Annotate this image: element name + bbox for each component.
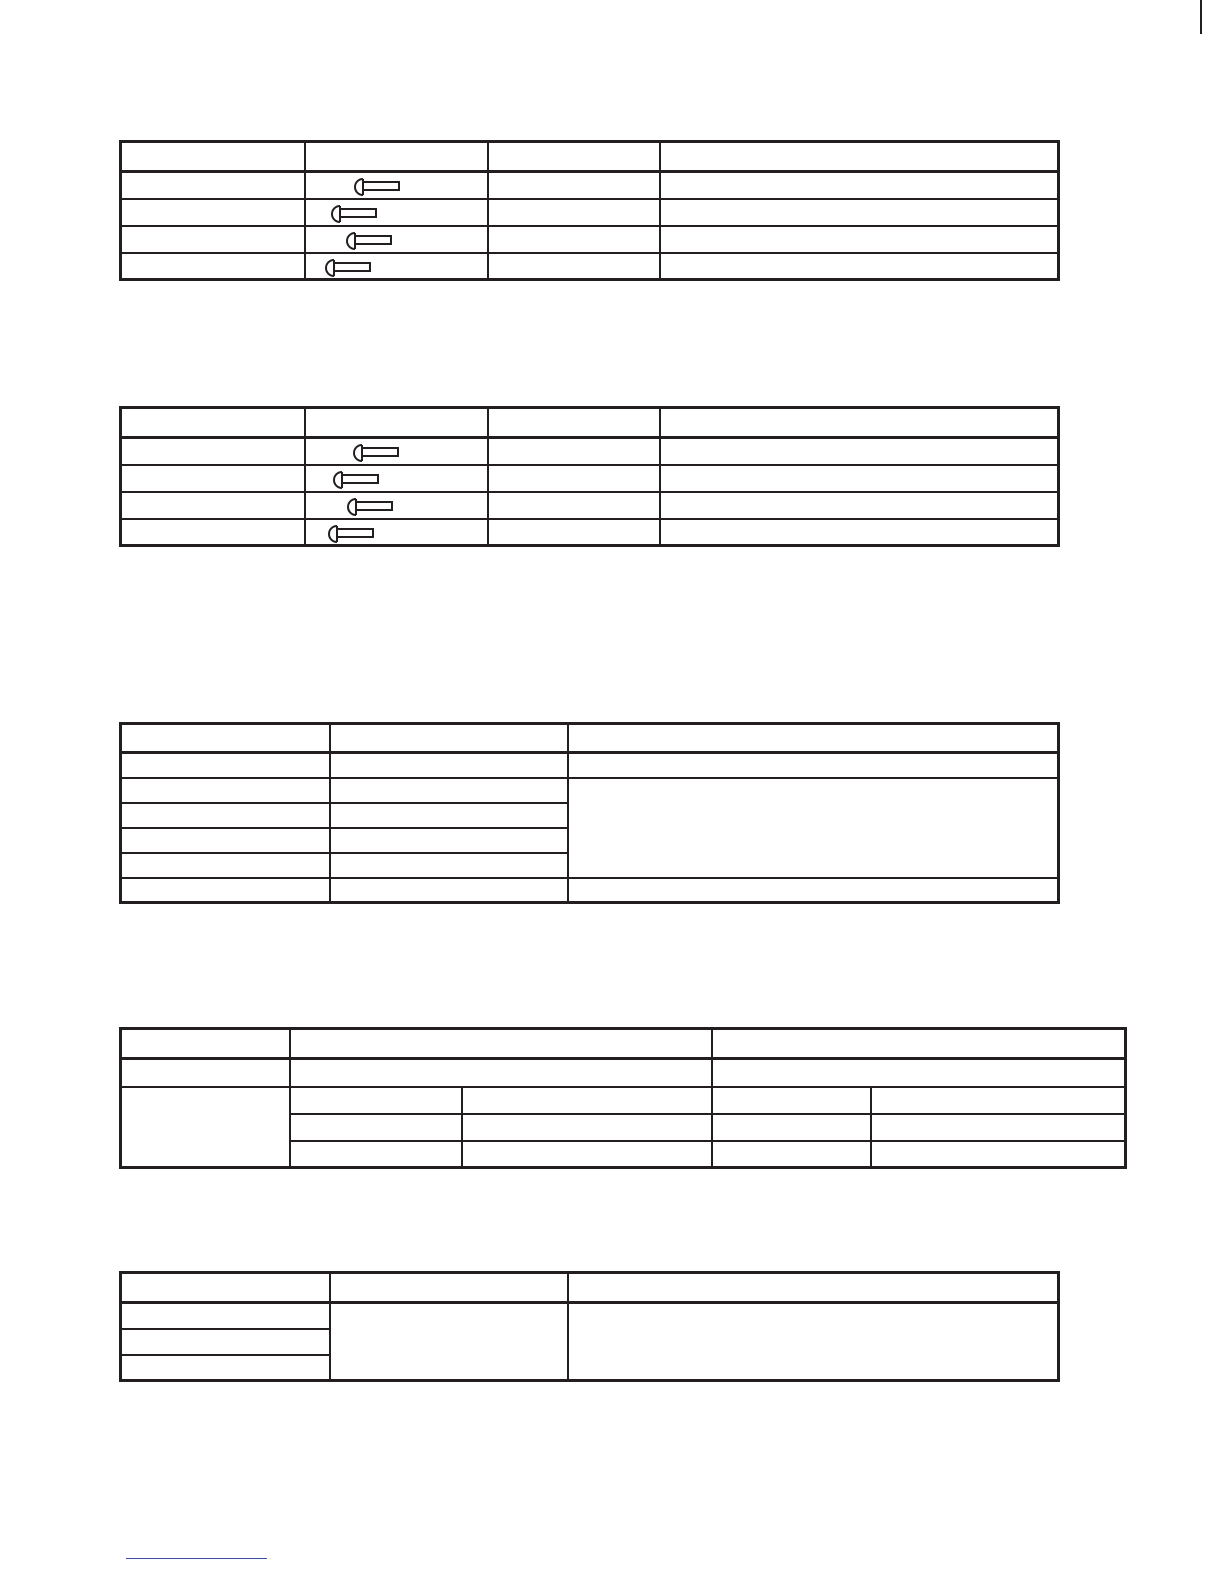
led-indicator-icon	[326, 203, 378, 225]
led-indicator-icon	[348, 442, 400, 464]
table-row	[121, 519, 1059, 546]
led-indicator-icon	[320, 257, 372, 279]
merged-cell	[568, 778, 1059, 878]
header-cell	[290, 1029, 712, 1059]
table-cell	[121, 753, 330, 778]
header-cell	[568, 724, 1059, 753]
table-cell	[121, 253, 305, 280]
table-cell	[121, 1329, 330, 1355]
table-cell	[871, 1141, 1126, 1168]
table-header-row	[121, 142, 1059, 172]
header-cell	[305, 408, 488, 438]
led-cell	[305, 465, 488, 492]
table-cell	[660, 519, 1059, 546]
table-cell	[121, 465, 305, 492]
spec-table-3	[119, 722, 1060, 904]
header-cell	[121, 408, 305, 438]
table-cell	[121, 1355, 330, 1381]
table-cell	[660, 465, 1059, 492]
header-cell	[121, 724, 330, 753]
table-cell	[462, 1141, 712, 1168]
led-indicator-icon	[323, 523, 375, 545]
spec-table-4	[119, 1027, 1127, 1169]
table-cell	[121, 519, 305, 546]
table-row	[121, 1087, 1126, 1114]
table-cell	[121, 1303, 330, 1329]
led-indicator-icon	[349, 176, 401, 198]
table-row	[121, 226, 1059, 253]
table-cell	[488, 253, 660, 280]
table-cell	[330, 778, 568, 803]
table-cell	[488, 172, 660, 199]
table-cell	[290, 1059, 712, 1087]
led-cell	[305, 438, 488, 465]
merged-cell	[330, 1303, 568, 1381]
led-status-table-1	[119, 140, 1060, 281]
table-cell	[121, 172, 305, 199]
header-cell	[330, 1273, 568, 1303]
led-cell	[305, 199, 488, 226]
header-cell	[568, 1273, 1059, 1303]
led-cell	[305, 226, 488, 253]
table-cell	[290, 1141, 462, 1168]
page-edge-rule	[1200, 0, 1202, 34]
table-cell	[488, 492, 660, 519]
header-cell	[488, 142, 660, 172]
table-cell	[121, 438, 305, 465]
table-row	[121, 253, 1059, 280]
header-cell	[305, 142, 488, 172]
table-cell	[660, 492, 1059, 519]
table-cell	[121, 1059, 290, 1087]
spec-table-5	[119, 1271, 1060, 1382]
table-cell	[712, 1059, 1126, 1087]
table-cell	[660, 226, 1059, 253]
table-cell	[871, 1114, 1126, 1141]
led-cell	[305, 492, 488, 519]
merged-cell	[568, 1303, 1059, 1381]
table-cell	[121, 853, 330, 878]
header-cell	[660, 408, 1059, 438]
table-cell	[660, 199, 1059, 226]
table-cell	[712, 1141, 871, 1168]
table-cell	[488, 226, 660, 253]
table-cell	[290, 1114, 462, 1141]
table-cell	[462, 1087, 712, 1114]
led-indicator-icon	[342, 496, 394, 518]
led-cell	[305, 519, 488, 546]
table-cell	[121, 803, 330, 828]
led-cell	[305, 253, 488, 280]
table-row	[121, 753, 1059, 778]
table-cell	[330, 878, 568, 903]
table-cell	[660, 172, 1059, 199]
table-cell	[568, 878, 1059, 903]
table-row	[121, 1059, 1126, 1087]
table-row	[121, 465, 1059, 492]
table-header-row	[121, 408, 1059, 438]
header-cell	[330, 724, 568, 753]
table-cell	[488, 438, 660, 465]
table-cell	[488, 465, 660, 492]
table-cell	[488, 199, 660, 226]
led-indicator-icon	[341, 230, 393, 252]
table-row	[121, 199, 1059, 226]
table-cell	[871, 1087, 1126, 1114]
table-cell	[330, 803, 568, 828]
table-cell	[660, 253, 1059, 280]
header-cell	[488, 408, 660, 438]
table-cell	[121, 199, 305, 226]
table-row	[121, 438, 1059, 465]
table-header-row	[121, 1273, 1059, 1303]
led-indicator-icon	[328, 469, 380, 491]
table-cell	[290, 1087, 462, 1114]
header-cell	[712, 1029, 1126, 1059]
table-cell	[121, 492, 305, 519]
header-cell	[121, 1029, 290, 1059]
table-cell	[121, 226, 305, 253]
table-cell	[712, 1114, 871, 1141]
table-cell	[330, 853, 568, 878]
table-cell	[712, 1087, 871, 1114]
footer-link-underline	[126, 1558, 267, 1559]
table-cell	[330, 828, 568, 853]
table-cell	[121, 828, 330, 853]
header-cell	[121, 1273, 330, 1303]
header-cell	[121, 142, 305, 172]
led-cell	[305, 172, 488, 199]
header-cell	[660, 142, 1059, 172]
table-cell	[488, 519, 660, 546]
table-cell	[660, 438, 1059, 465]
table-row	[121, 1303, 1059, 1329]
led-status-table-2	[119, 406, 1060, 547]
table-row	[121, 492, 1059, 519]
table-cell	[568, 753, 1059, 778]
table-row	[121, 778, 1059, 803]
table-row	[121, 172, 1059, 199]
table-row	[121, 878, 1059, 903]
table-cell	[121, 778, 330, 803]
table-cell	[462, 1114, 712, 1141]
table-cell	[330, 753, 568, 778]
table-cell	[121, 878, 330, 903]
table-header-row	[121, 724, 1059, 753]
table-header-row	[121, 1029, 1126, 1059]
merged-cell	[121, 1087, 290, 1168]
